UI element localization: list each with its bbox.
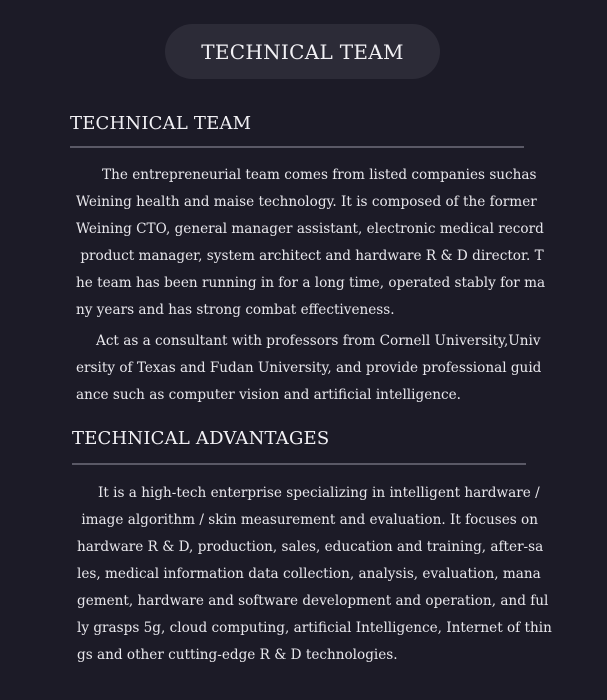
text-line: Act as a consultant with professors from Cornell University,Univ <box>96 333 541 349</box>
paragraph-technical-advantages <box>77 480 552 669</box>
page-title: TECHNICAL TEAM <box>201 39 404 64</box>
section-heading-technical-advantages: TECHNICAL ADVANTAGES <box>72 428 330 449</box>
section-heading-technical-team: TECHNICAL TEAM <box>70 113 252 134</box>
text-line: gement, hardware and software development and operation, and ful <box>77 593 549 609</box>
text-line: Weining health and maise technology. It is composed of the former <box>76 194 537 210</box>
text-line: ersity of Texas and Fudan University, and provide professional guid <box>76 360 542 376</box>
text-line: he team has been running in for a long time, operated stably for ma <box>76 275 546 291</box>
section-divider <box>70 146 524 148</box>
text-line: ance such as computer vision and artificial intelligence. <box>76 387 461 403</box>
text-line: The entrepreneurial team comes from listed companies suchas <box>102 167 537 183</box>
text-line: les, medical information data collection, analysis, evaluation, mana <box>77 566 541 582</box>
page-title-pill <box>165 24 440 79</box>
text-line: Weining CTO, general manager assistant, electronic medical record <box>76 221 544 237</box>
paragraph-team-consultants <box>76 328 546 409</box>
text-line: hardware R & D, production, sales, education and training, after-sa <box>77 539 544 555</box>
text-line: ny years and has strong combat effectiveness. <box>76 302 395 318</box>
paragraph-team-background <box>76 162 546 324</box>
text-line: ly grasps 5g, cloud computing, artificial Intelligence, Internet of thin <box>77 620 552 636</box>
text-line: image algorithm / skin measurement and evaluation. It focuses on <box>77 512 538 528</box>
text-line: gs and other cutting-edge R & D technologies. <box>77 647 398 663</box>
section-divider <box>72 463 526 465</box>
text-line: It is a high-tech enterprise specializing in intelligent hardware / <box>98 485 540 501</box>
text-line: product manager, system architect and hardware R & D director. T <box>76 248 544 264</box>
